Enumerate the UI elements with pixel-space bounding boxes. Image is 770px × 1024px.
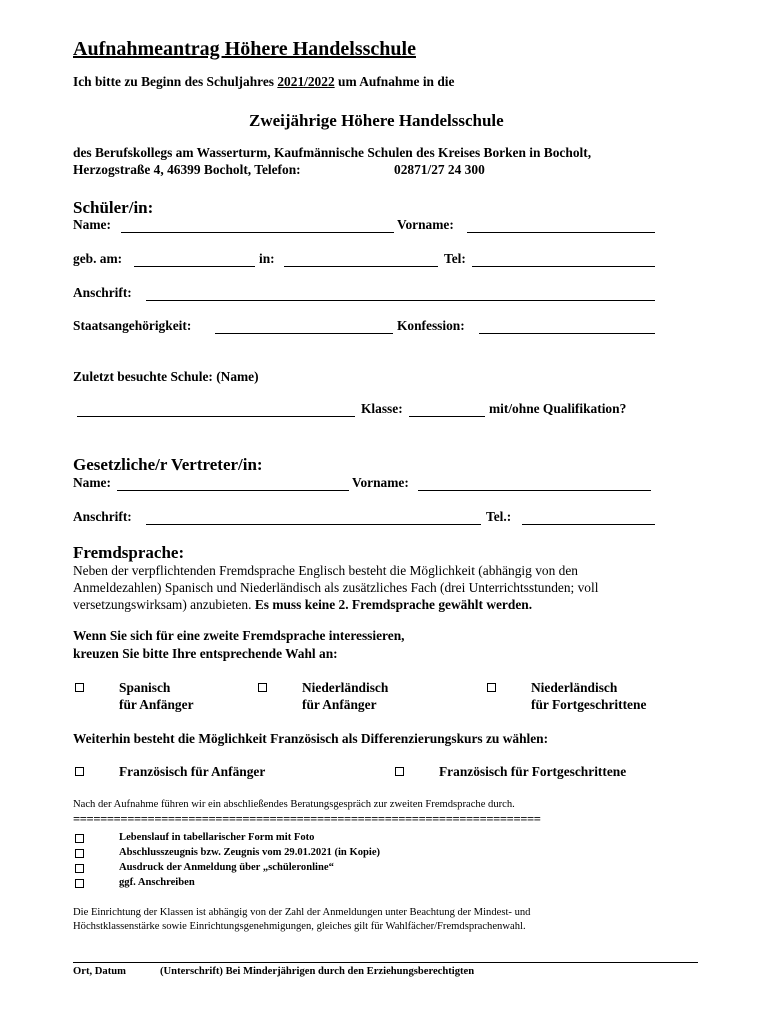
birthplace-label: in:	[259, 251, 275, 266]
address-line-2: Herzogstraße 4, 46399 Bocholt, Telefon:	[73, 162, 301, 177]
student-tel-label: Tel:	[444, 251, 466, 266]
school-year: 2021/2022	[277, 74, 335, 89]
religion-field[interactable]	[479, 333, 655, 334]
qualification-label: mit/ohne Qualifikation?	[489, 401, 627, 416]
student-name-field[interactable]	[121, 232, 394, 233]
option-dutch-advanced-line-1: Niederländisch	[531, 680, 618, 695]
student-address-label: Anschrift:	[73, 285, 132, 300]
student-vorname-label: Vorname:	[397, 217, 454, 232]
checkbox-french-beginner[interactable]	[75, 767, 84, 776]
birthplace-field[interactable]	[284, 266, 438, 267]
guardian-address-label: Anschrift:	[73, 509, 132, 524]
checkbox-attachment-cv[interactable]	[75, 834, 84, 843]
french-intro: Weiterhin besteht die Möglichkeit Französisch als Differenzierungskurs zu wählen:	[73, 731, 549, 746]
class-field[interactable]	[409, 416, 485, 417]
footer-note-line-1: Die Einrichtung der Klassen ist abhängig von der Zahl der Anmeldungen unter Beachtung der Mindest- und	[73, 907, 531, 918]
birthdate-field[interactable]	[134, 266, 255, 267]
page-title: Aufnahmeantrag Höhere Handelsschule	[73, 38, 416, 60]
checkbox-attachment-registration[interactable]	[75, 864, 84, 873]
student-name-label: Name:	[73, 217, 111, 232]
checkbox-dutch-beginner[interactable]	[258, 683, 267, 692]
attachment-letter: ggf. Anschreiben	[119, 877, 195, 888]
option-dutch-advanced-line-2: für Fortgeschrittene	[531, 697, 647, 712]
student-heading: Schüler/in:	[73, 198, 154, 217]
separator-line: =====================================================================	[73, 812, 541, 826]
school-phone: 02871/27 24 300	[394, 162, 485, 177]
language-text-line-1: Neben der verpflichtenden Fremdsprache Englisch besteht die Möglichkeit (abhängig von den	[73, 563, 578, 578]
last-school-label: Zuletzt besuchte Schule: (Name)	[73, 369, 259, 384]
language-prompt-line-2: kreuzen Sie bitte Ihre entsprechende Wahl an:	[73, 646, 338, 661]
signature-line[interactable]	[73, 962, 698, 963]
option-spanish-line-2: für Anfänger	[119, 697, 194, 712]
religion-label: Konfession:	[397, 318, 465, 333]
language-text-line-2: Anmeldezahlen) Spanisch und Niederländisch als zusätzliches Fach (drei Unterrichtsstunden; voll	[73, 580, 599, 595]
last-school-field[interactable]	[77, 416, 355, 417]
attachment-cv: Lebenslauf in tabellarischer Form mit Foto	[119, 832, 315, 843]
nationality-label: Staatsangehörigkeit:	[73, 318, 192, 333]
guardian-vorname-label: Vorname:	[352, 475, 409, 490]
language-heading: Fremdsprache:	[73, 543, 185, 562]
guardian-tel-label: Tel.:	[486, 509, 512, 524]
school-type: Zweijährige Höhere Handelsschule	[249, 111, 504, 130]
consultation-note: Nach der Aufnahme führen wir ein abschließendes Beratungsgespräch zur zweiten Fremdsprache durch.	[73, 799, 515, 810]
language-prompt-line-1: Wenn Sie sich für eine zweite Fremdsprache interessieren,	[73, 628, 405, 643]
attachment-certificate: Abschlusszeugnis bzw. Zeugnis vom 29.01.2021 (in Kopie)	[119, 847, 381, 858]
guardian-tel-field[interactable]	[522, 524, 655, 525]
option-french-beginner: Französisch für Anfänger	[119, 764, 266, 779]
student-address-field[interactable]	[146, 300, 655, 301]
intro-before: Ich bitte zu Beginn des Schuljahres	[73, 74, 278, 89]
guardian-vorname-field[interactable]	[418, 490, 651, 491]
intro-text	[73, 74, 454, 90]
intro-after: um Aufnahme in die	[334, 74, 455, 89]
option-dutch-beginner-line-2: für Anfänger	[302, 697, 377, 712]
option-spanish-line-1: Spanisch	[119, 680, 171, 695]
class-label: Klasse:	[361, 401, 403, 416]
guardian-name-label: Name:	[73, 475, 111, 490]
language-text-line-3	[73, 597, 532, 613]
option-french-advanced: Französisch für Fortgeschrittene	[439, 764, 627, 779]
place-date-label: Ort, Datum	[73, 966, 126, 977]
guardian-heading: Gesetzliche/r Vertreter/in:	[73, 455, 263, 474]
attachment-registration: Ausdruck der Anmeldung über „schüleronline“	[119, 862, 334, 873]
language-text-plain: versetzungswirksam) anzubieten.	[73, 597, 255, 612]
option-dutch-beginner-line-1: Niederländisch	[302, 680, 389, 695]
guardian-address-field[interactable]	[146, 524, 481, 525]
footer-note-line-2: Höchstklassenstärke sowie Einrichtungsgenehmigungen, gleiches gilt für Wahlfächer/Fremdsprachenwahl.	[73, 921, 526, 932]
checkbox-attachment-letter[interactable]	[75, 879, 84, 888]
address-line-1: des Berufskollegs am Wasserturm, Kaufmännische Schulen des Kreises Borken in Bocholt,	[73, 145, 592, 160]
student-tel-field[interactable]	[472, 266, 655, 267]
checkbox-dutch-advanced[interactable]	[487, 683, 496, 692]
birthdate-label: geb. am:	[73, 251, 123, 266]
signature-label: (Unterschrift) Bei Minderjährigen durch den Erziehungsberechtigten	[160, 966, 475, 977]
checkbox-spanish-beginner[interactable]	[75, 683, 84, 692]
checkbox-french-advanced[interactable]	[395, 767, 404, 776]
nationality-field[interactable]	[215, 333, 393, 334]
language-text-bold: Es muss keine 2. Fremdsprache gewählt werden.	[254, 597, 533, 612]
checkbox-attachment-certificate[interactable]	[75, 849, 84, 858]
student-vorname-field[interactable]	[467, 232, 655, 233]
guardian-name-field[interactable]	[117, 490, 349, 491]
